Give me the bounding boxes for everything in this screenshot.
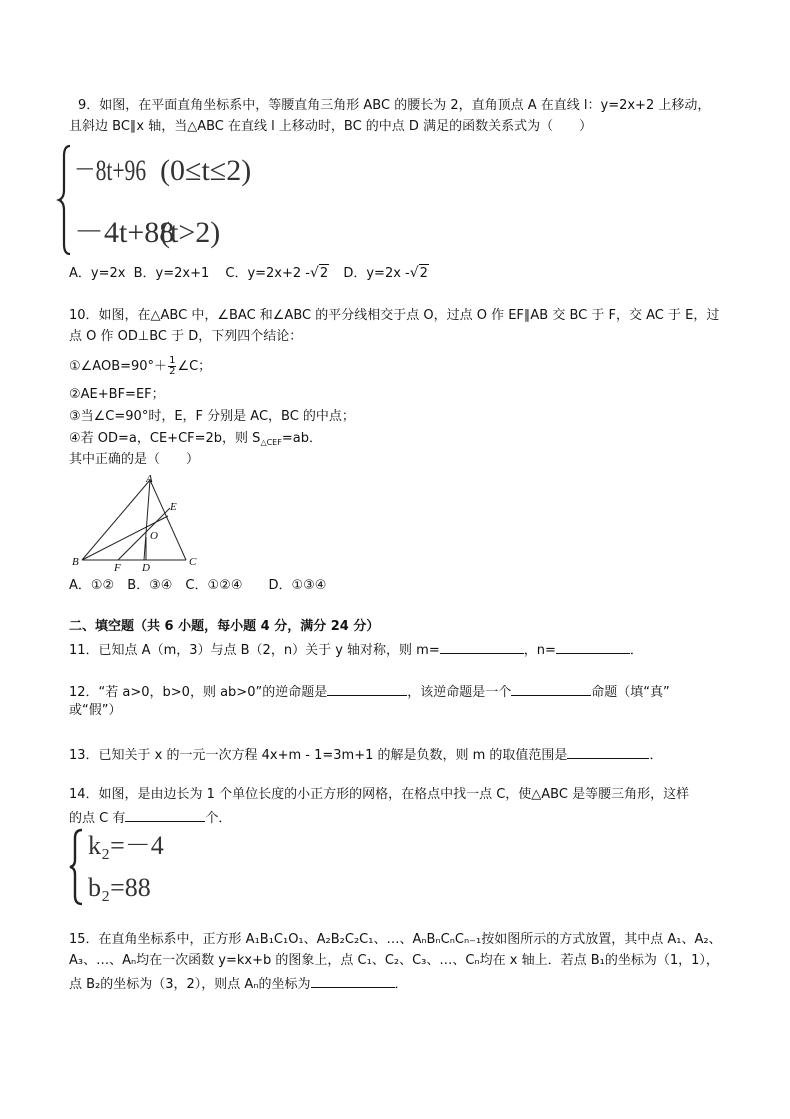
q9-brace-row2-expr: －4t+88 [74, 216, 175, 249]
q10-conclusion-1 [69, 356, 211, 377]
q9-brace-row1-cond: (0≤t≤2) [160, 154, 252, 187]
q12-blank-converse[interactable] [327, 681, 407, 696]
q15-line3: 点 B₂的坐标为（3，2），则点 Aₙ的坐标为 ． [69, 973, 408, 994]
q10-line1: 10．如图，在△ABC 中，∠BAC 和∠ABC 的平分线相交于点 O，过点 O 作 EF∥AB 交 BC 于 F，交 AC 于 E，过 [69, 308, 720, 323]
q9-option-d: D．y=2x - [343, 266, 410, 281]
q9-line2: 且斜边 BC∥x 轴，当△ABC 在直线 l 上移动时，BC 的中点 D 满足的函数关系式为（ ） [69, 119, 593, 134]
q13: 13．已知关于 x 的一元一次方程 4x+m - 1=3m+1 的解是负数，则 m 的取值范围是 ． [69, 744, 662, 765]
q13-blank-range[interactable] [567, 744, 649, 759]
section-2-title: 二、填空题（共 6 小题，每小题 4 分，满分 24 分） [69, 619, 380, 634]
q9-options: A．y=2x B．y=2x+1 C．y=2x+2 -√2 D．y=2x -√2 [69, 265, 428, 281]
q10-triangle-figure [66, 472, 206, 572]
q10-segment-ef [118, 508, 170, 560]
q9-brace-row2-cond: (t>2) [160, 216, 221, 249]
q10-side-ac [150, 480, 186, 560]
q10-c1-suffix: ∠C； [177, 359, 212, 374]
q15-line2: A₃、…、Aₙ均在一次函数 y=kx+b 的图象上，点 C₁、C₂、C₃、…、Cₙ均在 x 轴上．若点 B₁的坐标为（1，1）， [69, 953, 719, 968]
q10-label-o: O [150, 530, 158, 542]
q10-bisector-a [144, 480, 150, 560]
q10-conclusion-4: ④若 OD=a，CE+CF=2b，则 $S_{\triangle CEF}=ab$． [69, 431, 322, 447]
q10-line2: 点 O 作 OD⊥BC 于 D，下列四个结论： [69, 329, 303, 344]
q11-blank-m[interactable] [440, 639, 524, 654]
q15-blank-an[interactable] [311, 973, 395, 988]
q10-label-f: F [114, 562, 121, 574]
q10-label-e: E [170, 501, 177, 513]
q14-brace-row2: b₂=88 [88, 873, 151, 902]
q9-piecewise-image [60, 142, 252, 258]
q9-option-c-radicand: 2 [319, 266, 329, 281]
q12-line2: 或“假”） [69, 703, 122, 718]
q9-option-d-radicand: 2 [419, 266, 428, 281]
q10-options: A．①② B．③④ C．①②④ D．①③④ [69, 578, 327, 593]
q11: 11．已知点 A（m，3）与点 B（2，n）关于 y 轴对称，则 m= ，n= ． [69, 639, 643, 660]
q10-label-a: A [146, 473, 153, 485]
q11-blank-n[interactable] [556, 639, 630, 654]
q10-label-c: C [189, 556, 197, 568]
q14-line1: 14．如图，是由边长为 1 个单位长度的小正方形的网格，在格点中找一点 C，使△ABC 是等腰三角形，这样 [69, 787, 690, 802]
q14-brace-row1: k₂=－4 [88, 831, 164, 860]
q12-line1: 12．“若 a>0，b>0，则 ab>0”的逆命题是 ，该逆命题是一个 命题（填“真” [69, 681, 670, 702]
q10-label-d: D [142, 562, 150, 574]
q10-c1-fraction: $\frac{1}{2}$ [169, 355, 176, 377]
q10-conclusion-3: ③当∠C=90°时，E，F 分别是 AC，BC 的中点； [69, 409, 355, 424]
q9-line1: 9．如图，在平面直角坐标系中，等腰直角三角形 ABC 的腰长为 2，直角顶点 A 在直线 l：y=2x+2 上移动， [78, 98, 711, 113]
q12-blank-truth[interactable] [511, 681, 591, 696]
q10-side-ab [82, 480, 150, 560]
q10-question: 其中正确的是（ ） [69, 452, 200, 467]
q9-option-c: C．y=2x+2 - [225, 266, 310, 281]
q14-line2: 的点 C 有 个． [69, 807, 231, 828]
q15-line1: 15．在直角坐标系中，正方形 A₁B₁C₁O₁、A₂B₂C₂C₁、…、AₙBₙCₙCₙ₋₁按如图所示的方式放置，其中点 A₁、A₂、 [69, 932, 722, 947]
q14-blank-count[interactable] [125, 807, 205, 822]
q10-conclusion-2: ②AE+BF=EF； [69, 387, 165, 402]
q10-label-b: B [72, 556, 79, 568]
q9-option-a: A．y=2x [69, 266, 126, 281]
q10-c1-prefix: ①∠AOB=90°＋ [69, 359, 168, 374]
q9-option-b: B．y=2x+1 [133, 266, 210, 281]
q9-brace-row1-expr: －8t+96 [74, 153, 147, 187]
q14-piecewise-image [70, 826, 200, 908]
